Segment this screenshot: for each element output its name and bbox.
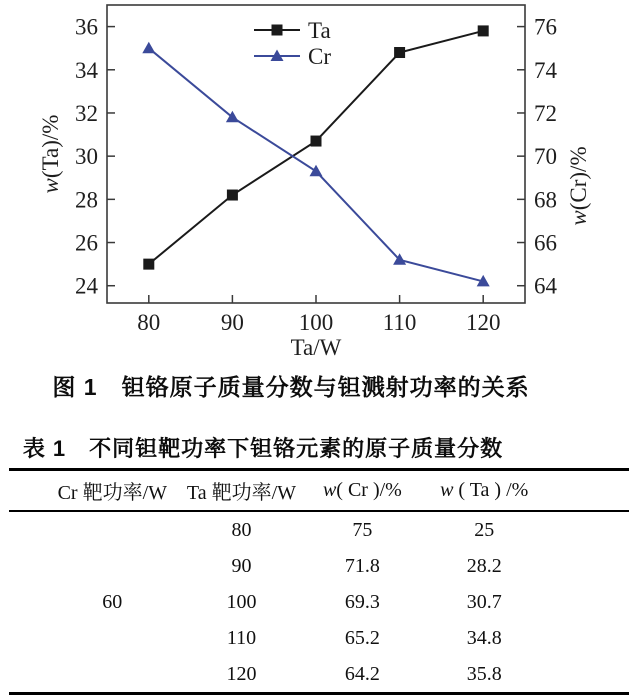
legend bbox=[254, 18, 331, 69]
x-axis bbox=[137, 295, 500, 335]
square-marker bbox=[227, 190, 238, 201]
y-tick-label: 74 bbox=[534, 57, 557, 83]
x-tick-label: 100 bbox=[298, 310, 334, 335]
square-marker bbox=[478, 25, 489, 36]
w-cr-cell: 65.2 bbox=[344, 626, 380, 649]
w-cr-cell: 64.2 bbox=[344, 662, 380, 685]
w-ta-cell: 25 bbox=[474, 518, 495, 541]
y-tick-label: 26 bbox=[75, 230, 98, 256]
left-axis-title: w(Ta)/% bbox=[38, 114, 63, 194]
y-tick-label: 32 bbox=[75, 100, 98, 126]
right-axis-title: w(Cr)/% bbox=[566, 146, 591, 226]
y-tick-label: 30 bbox=[75, 144, 98, 170]
table-header-row bbox=[9, 470, 629, 512]
right-axis bbox=[517, 15, 558, 299]
w-ta-italic: w bbox=[440, 479, 454, 501]
square-marker bbox=[143, 259, 154, 270]
w-ta-cell: 34.8 bbox=[466, 626, 502, 649]
cr-power-merged-cell: 60 bbox=[102, 590, 123, 613]
x-axis-title: Ta/W bbox=[290, 335, 342, 360]
w-cr-cell: 69.3 bbox=[344, 590, 380, 613]
y-tick-label: 70 bbox=[534, 144, 557, 170]
ta-power-cell: 80 bbox=[231, 518, 252, 541]
triangle-marker bbox=[310, 165, 323, 177]
square-marker bbox=[272, 25, 283, 36]
x-tick-label: 80 bbox=[137, 310, 161, 335]
y-tick-label: 36 bbox=[75, 14, 98, 40]
ta-power-cell: 120 bbox=[226, 662, 257, 685]
y-tick-label: 76 bbox=[534, 14, 557, 40]
y-tick-label: 66 bbox=[534, 230, 557, 256]
data-table bbox=[9, 468, 629, 695]
w-cr-cell: 71.8 bbox=[344, 554, 380, 577]
y-tick-label: 34 bbox=[75, 57, 98, 83]
x-tick-label: 110 bbox=[382, 310, 417, 335]
col-header-w-ta bbox=[424, 470, 629, 512]
ta-power-cell: 110 bbox=[226, 626, 257, 649]
legend-label: Ta bbox=[308, 18, 331, 43]
col-header-w-cr bbox=[300, 470, 424, 512]
w-ta-cell: 35.8 bbox=[466, 662, 502, 685]
w-ta-cell: 30.7 bbox=[466, 590, 502, 613]
col-header-cr-power: Cr 靶功率/W bbox=[57, 482, 168, 504]
w-ta-cell: 28.2 bbox=[466, 554, 502, 577]
w-cr-italic: w bbox=[322, 479, 337, 501]
col-header-ta-power: Ta 靶功率/W bbox=[186, 482, 297, 504]
y-tick-label: 28 bbox=[75, 187, 98, 213]
figure-caption: 图 1 钽铬原子质量分数与钽溅射功率的关系 bbox=[52, 374, 530, 400]
y-tick-label: 64 bbox=[534, 273, 557, 299]
y-tick-label: 24 bbox=[75, 273, 98, 299]
square-marker bbox=[311, 136, 322, 147]
y-tick-label: 72 bbox=[534, 100, 557, 126]
table-caption: 表 1 不同钽靶功率下钽铬元素的原子质量分数 bbox=[22, 436, 504, 461]
square-marker bbox=[394, 47, 405, 58]
triangle-marker bbox=[142, 42, 155, 54]
w-ta-rest: ( Ta ) /% bbox=[453, 479, 529, 501]
w-cr-cell: 75 bbox=[352, 518, 373, 541]
left-axis bbox=[75, 15, 115, 299]
ta-power-cell: 90 bbox=[231, 554, 252, 577]
x-tick-label: 90 bbox=[220, 310, 244, 335]
y-tick-label: 68 bbox=[534, 187, 557, 213]
x-tick-label: 120 bbox=[465, 310, 501, 335]
table1-container bbox=[0, 468, 638, 695]
table-row bbox=[9, 511, 629, 548]
ta-power-cell: 100 bbox=[226, 590, 257, 613]
series-Cr bbox=[142, 42, 489, 287]
legend-label: Cr bbox=[308, 44, 331, 69]
w-cr-rest: ( Cr )/% bbox=[336, 479, 402, 501]
